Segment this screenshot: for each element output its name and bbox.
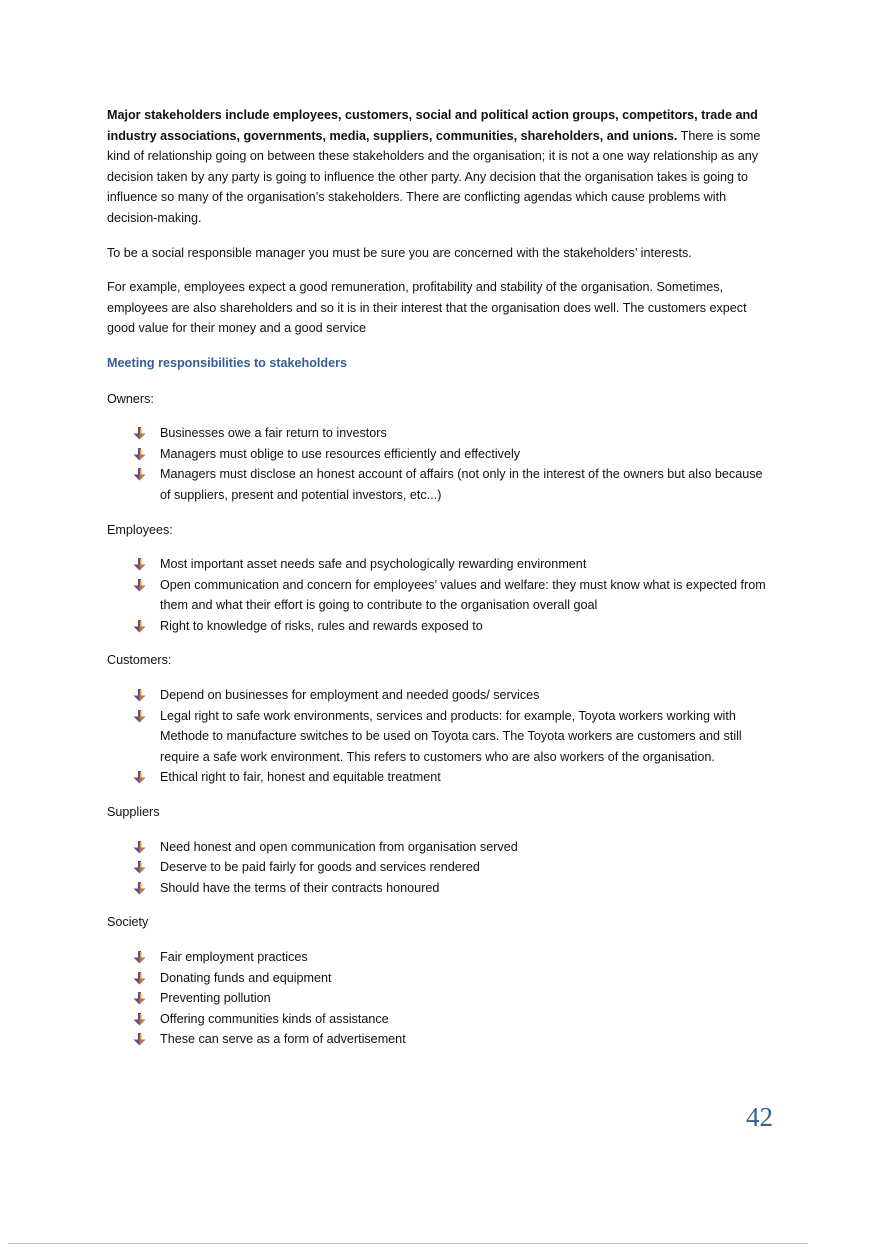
group-label: Suppliers xyxy=(107,805,160,820)
list-item-text: Offering communities kinds of assistance xyxy=(160,1011,389,1026)
list-item-text: Donating funds and equipment xyxy=(160,970,332,985)
list-item xyxy=(107,575,775,616)
down-arrow-icon xyxy=(133,620,146,633)
intro-regular-text: There is some kind of relationship going on between these stakeholders and the organisation; it is not a one way relationship as any decision taken by any party is going to influence the other party. Any decision that the organisation takes is going to influence so many of the organisation’s stakeholders. There are conflicting agendas which cause problems with decision-making. xyxy=(107,128,761,225)
group-label: Employees: xyxy=(107,522,173,537)
list-item xyxy=(107,685,775,706)
bullet-list xyxy=(107,554,775,636)
list-item xyxy=(107,423,775,444)
paragraph-example: For example, employees expect a good remuneration, profitability and stability of the organisation. Sometimes, employees are also shareholders and so it is in their interest that the organisation does well. The customers expect good value for their money and a good service xyxy=(107,280,747,336)
list-item xyxy=(107,1029,775,1050)
list-item xyxy=(107,554,775,575)
list-item-text: Need honest and open communication from organisation served xyxy=(160,839,518,854)
group-label: Customers: xyxy=(107,653,172,668)
down-arrow-icon xyxy=(133,1013,146,1026)
list-item xyxy=(107,616,775,637)
bullet-list xyxy=(107,423,775,505)
down-arrow-icon xyxy=(133,882,146,895)
list-item-text: Right to knowledge of risks, rules and rewards exposed to xyxy=(160,618,483,633)
group-label: Owners: xyxy=(107,391,154,406)
list-item xyxy=(107,1009,775,1030)
down-arrow-icon xyxy=(133,558,146,571)
list-item xyxy=(107,706,775,768)
list-item-text: Preventing pollution xyxy=(160,991,271,1006)
down-arrow-icon xyxy=(133,468,146,481)
down-arrow-icon xyxy=(133,861,146,874)
list-item-text: Should have the terms of their contracts honoured xyxy=(160,880,440,895)
list-item-text: Fair employment practices xyxy=(160,950,308,964)
down-arrow-icon xyxy=(133,771,146,784)
list-item xyxy=(107,444,775,465)
bullet-list xyxy=(107,685,775,788)
page-number: 42 xyxy=(746,1102,773,1132)
list-item xyxy=(107,988,775,1009)
list-item-text: These can serve as a form of advertisement xyxy=(160,1032,406,1047)
list-item-text: Most important asset needs safe and psychologically rewarding environment xyxy=(160,557,587,572)
down-arrow-icon xyxy=(133,841,146,854)
down-arrow-icon xyxy=(133,951,146,964)
list-item-text: Managers must oblige to use resources efficiently and effectively xyxy=(160,446,521,461)
list-item xyxy=(107,857,775,878)
stakeholder-groups xyxy=(107,389,775,1050)
list-item-text: Managers must disclose an honest account of affairs (not only in the interest of the owners but also because of suppliers, present and potential investors, etc...) xyxy=(160,467,763,502)
down-arrow-icon xyxy=(133,710,146,723)
list-item-text: Businesses owe a fair return to investors xyxy=(160,426,387,441)
bullet-list xyxy=(107,947,775,1050)
paragraph-social-responsibility: To be a social responsible manager you must be sure you are concerned with the stakeholders’ interests. xyxy=(107,245,692,260)
footer-rule-end xyxy=(796,1243,808,1244)
footer-rule xyxy=(8,1243,806,1244)
intro-bold-text: Major stakeholders include employees, customers, social and political action groups, competitors, trade and industry associations, governments, media, suppliers, communities, shareholders, and unions. xyxy=(107,108,758,143)
down-arrow-icon xyxy=(133,689,146,702)
document-page xyxy=(107,105,775,1064)
list-item-text: Depend on businesses for employment and needed goods/ services xyxy=(160,688,540,703)
down-arrow-icon xyxy=(133,448,146,461)
group-label: Society xyxy=(107,915,149,930)
list-item xyxy=(107,464,775,505)
intro-paragraph xyxy=(107,105,775,229)
down-arrow-icon xyxy=(133,972,146,985)
list-item xyxy=(107,878,775,899)
list-item xyxy=(107,947,775,968)
down-arrow-icon xyxy=(133,579,146,592)
down-arrow-icon xyxy=(133,992,146,1005)
down-arrow-icon xyxy=(133,1033,146,1046)
list-item xyxy=(107,767,775,788)
list-item xyxy=(107,968,775,989)
list-item-text: Deserve to be paid fairly for goods and services rendered xyxy=(160,860,480,875)
list-item xyxy=(107,837,775,858)
down-arrow-icon xyxy=(133,427,146,440)
list-item-text: Ethical right to fair, honest and equitable treatment xyxy=(160,770,441,785)
list-item-text: Open communication and concern for employees’ values and welfare: they must know what is expected from them and what their effort is going to contribute to the organisation overall goal xyxy=(160,577,766,613)
list-item-text: Legal right to safe work environments, services and products: for example, Toyota workers working with Methode to manufacture switches to be used on Toyota cars. The Toyota workers are customers and still require a safe work environment. This refers to customers who are also workers of the organisation. xyxy=(160,708,742,764)
section-heading: Meeting responsibilities to stakeholders xyxy=(107,355,348,370)
bullet-list xyxy=(107,837,775,899)
